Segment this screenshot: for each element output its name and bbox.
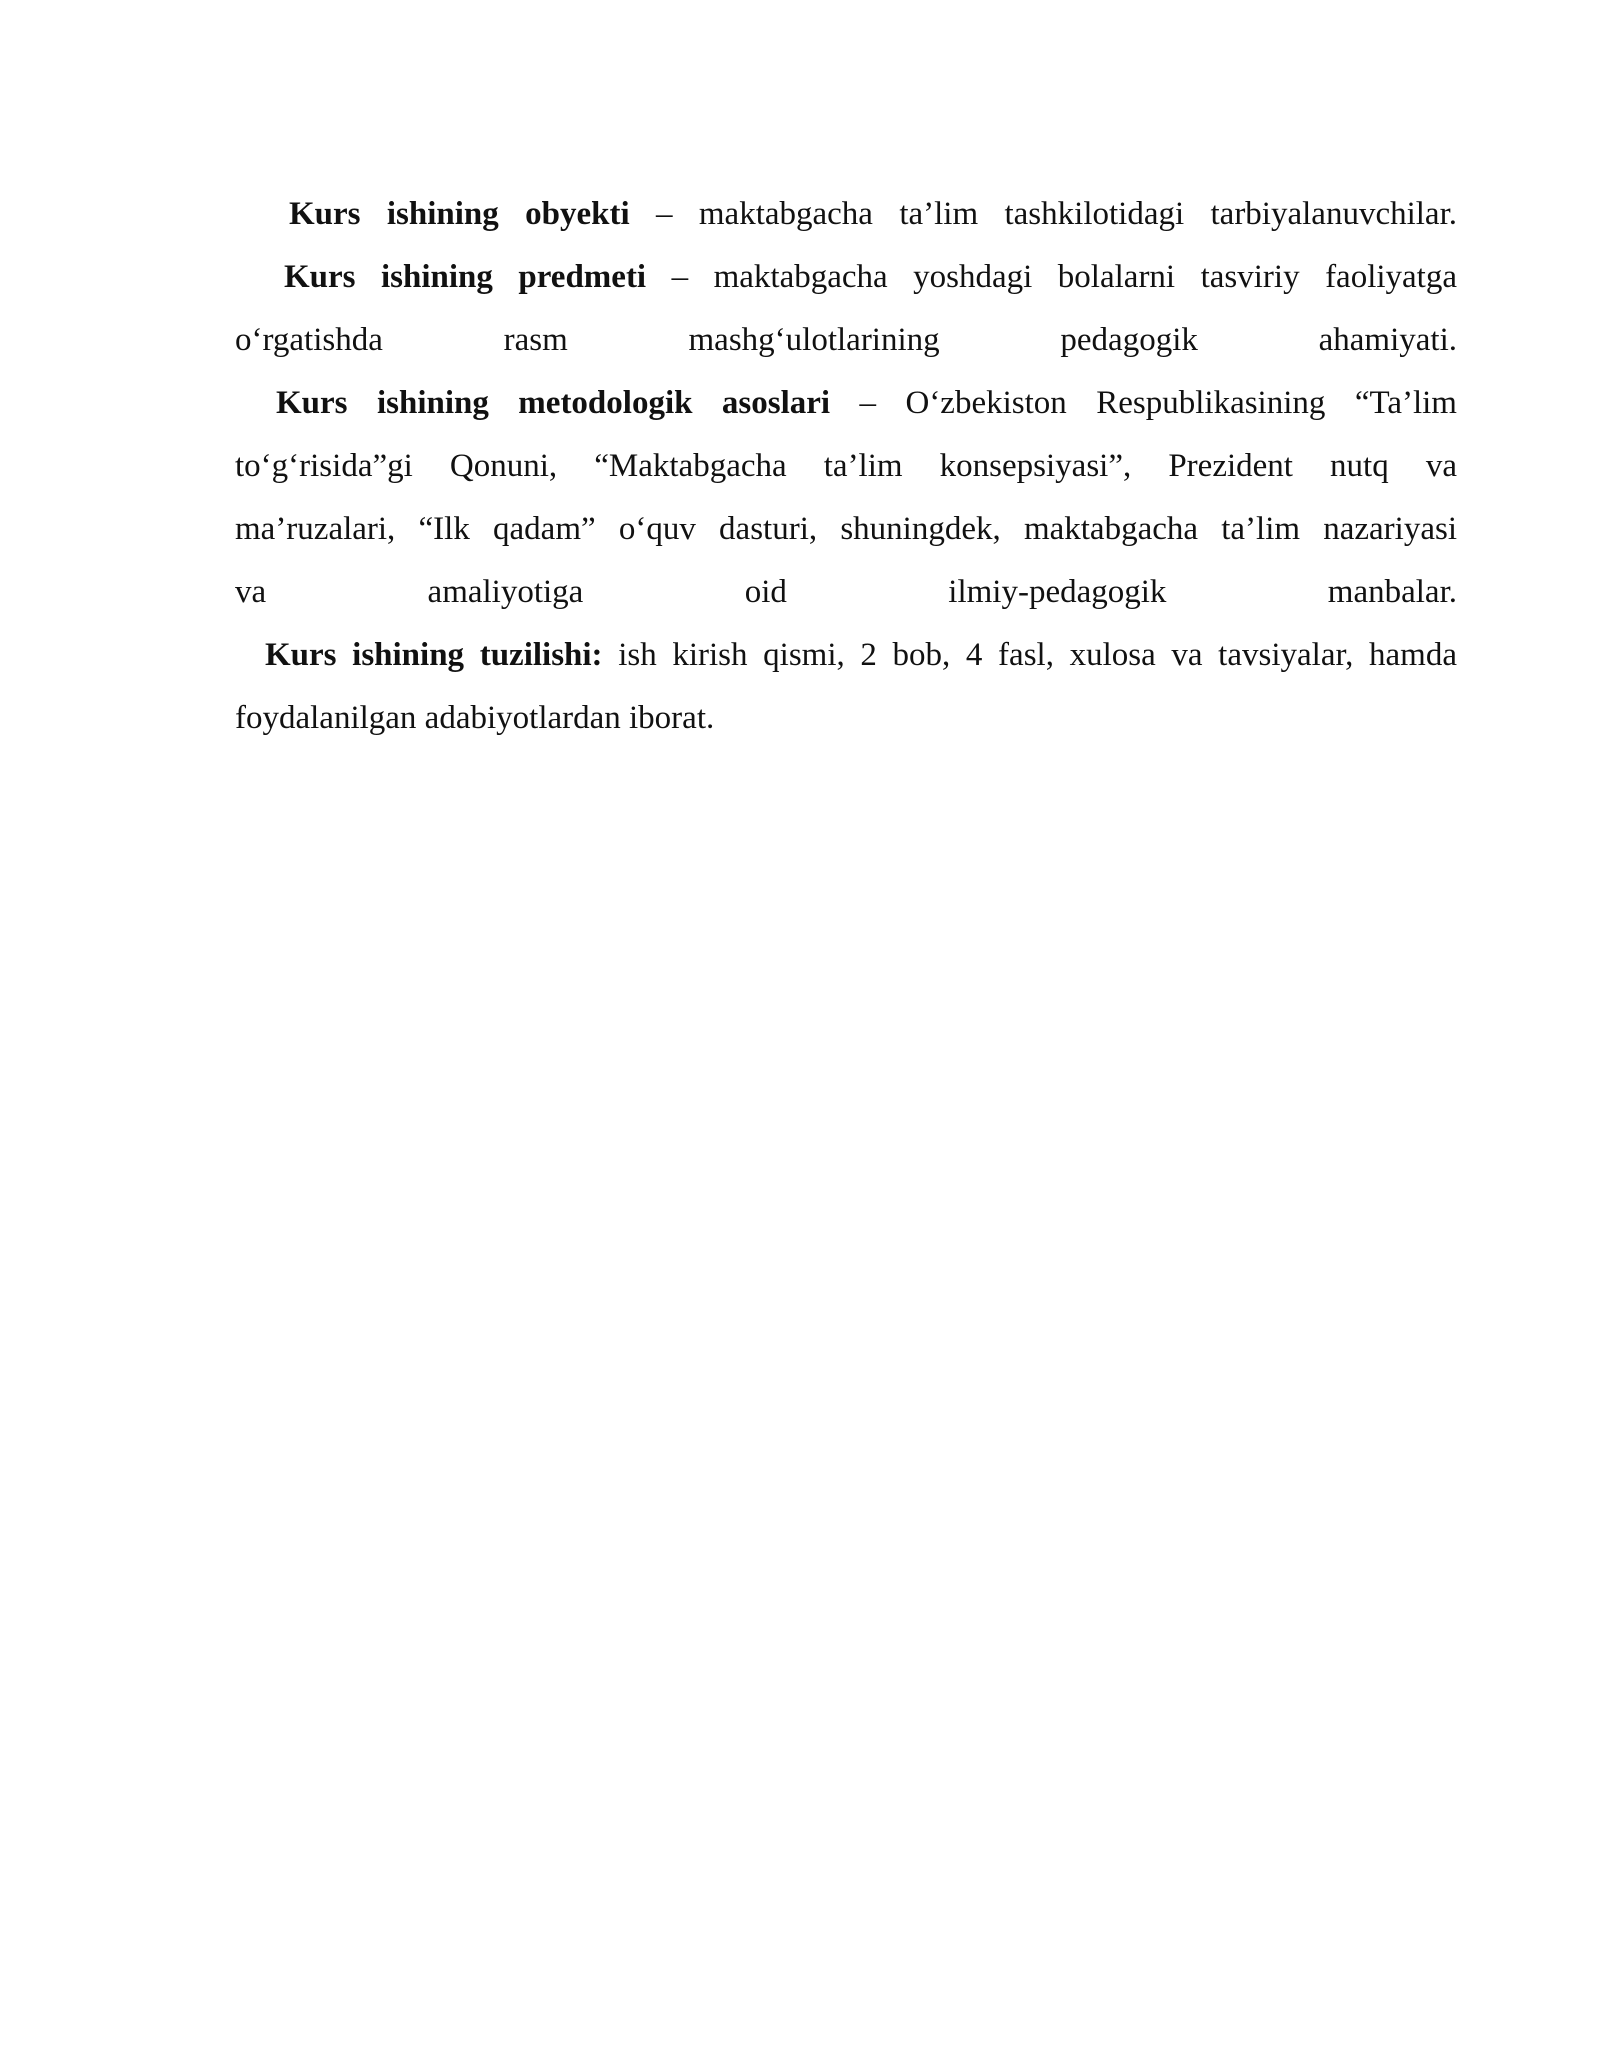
heading-object: Kurs ishining obyekti bbox=[289, 196, 630, 232]
heading-methodology: Kurs ishining metodologik asoslari bbox=[276, 385, 831, 421]
text-line bbox=[235, 498, 1457, 561]
text-line bbox=[235, 435, 1457, 498]
text-methodology-3: ma’ruzalari, “Ilk qadam” o‘quv dasturi, shuningdek, maktabgacha ta’lim nazariyasi bbox=[235, 511, 1457, 547]
text-line bbox=[235, 246, 1457, 309]
paragraph-object bbox=[235, 183, 1457, 246]
text-line bbox=[235, 309, 1457, 372]
text-subject-1: – maktabgacha yoshdagi bolalarni tasviriy faoliyatga bbox=[646, 259, 1457, 295]
text-line bbox=[235, 687, 1457, 750]
text-line bbox=[235, 561, 1457, 624]
text-object: – maktabgacha ta’lim tashkilotidagi tarbiyalanuvchilar. bbox=[629, 196, 1457, 232]
heading-structure: Kurs ishining tuzilishi: bbox=[265, 637, 603, 673]
text-line bbox=[235, 183, 1457, 246]
text-methodology-4: va amaliyotiga oid ilmiy-pedagogik manbalar. bbox=[235, 574, 1457, 610]
paragraph-methodology bbox=[235, 372, 1457, 624]
text-subject-2: o‘rgatishda rasm mashg‘ulotlarining pedagogik ahamiyati. bbox=[235, 322, 1457, 358]
text-methodology-2: to‘g‘risida”gi Qonuni, “Maktabgacha ta’lim konsepsiyasi”, Prezident nutq va bbox=[235, 448, 1457, 484]
heading-subject: Kurs ishining predmeti bbox=[284, 259, 647, 295]
document-page bbox=[235, 183, 1457, 750]
text-structure-1: ish kirish qismi, 2 bob, 4 fasl, xulosa va tavsiyalar, hamda bbox=[602, 637, 1457, 673]
paragraph-subject bbox=[235, 246, 1457, 372]
paragraph-structure bbox=[235, 624, 1457, 750]
text-line bbox=[235, 624, 1457, 687]
text-methodology-1: – O‘zbekiston Respublikasining “Ta’lim bbox=[830, 385, 1457, 421]
text-structure-2: foydalanilgan adabiyotlardan iborat. bbox=[235, 700, 715, 736]
text-line bbox=[235, 372, 1457, 435]
